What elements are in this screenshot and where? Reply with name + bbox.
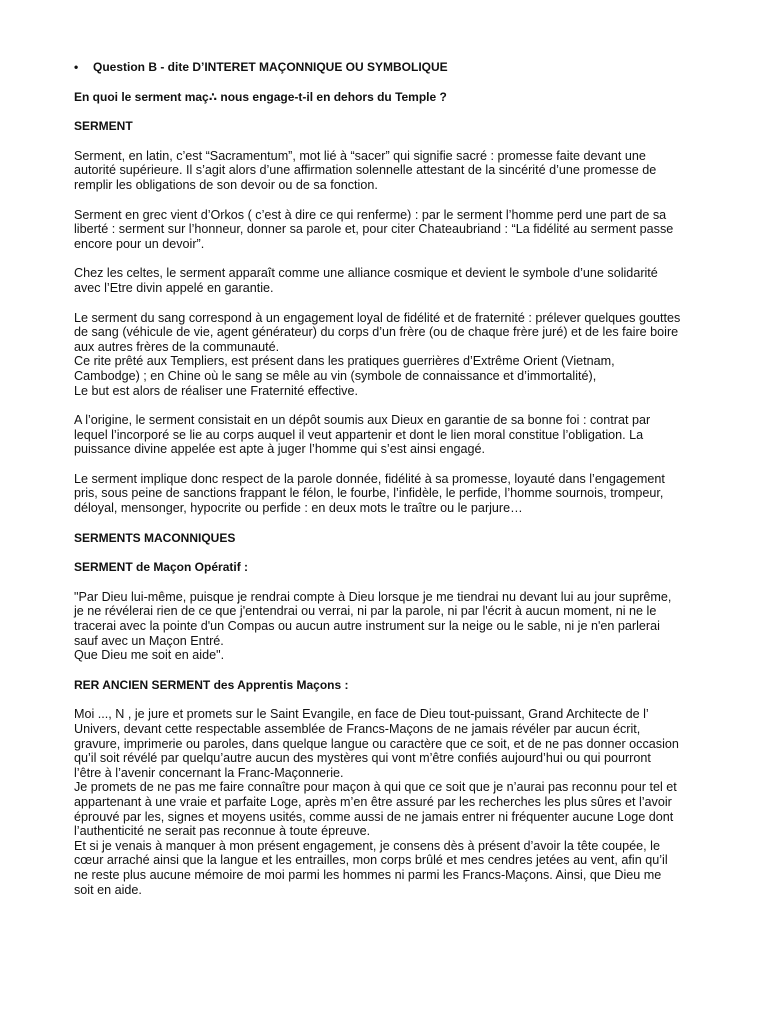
- paragraph: [74, 266, 700, 295]
- text-line: Serment, en latin, c’est “Sacramentum”, mot lié à “sacer” qui signifie sacré : promesse faite devant une: [74, 148, 646, 163]
- text-line: je ne révélerai rien de ce que j'entendrai ou verrai, ni par la parole, ni par l'écrit à aucun moment, ni ne le: [74, 604, 657, 619]
- paragraph: [74, 149, 700, 193]
- paragraph: [74, 413, 700, 457]
- paragraph: [74, 311, 700, 399]
- text-line: "Par Dieu lui-même, puisque je rendrai compte à Dieu lorsque je me tiendrai nu devant lui au jour suprême,: [74, 589, 672, 604]
- bullet-icon: •: [74, 60, 79, 74]
- text-line: Cambodge) ; en Chine où le sang se mêle au vin (symbole de connaissance et d’immortalité),: [74, 368, 597, 383]
- text-line: Le but est alors de réaliser une Fraternité effective.: [74, 383, 358, 398]
- text-line: encore pour un devoir”.: [74, 236, 205, 251]
- text-line: remplir les obligations de son devoir ou de sa fonction.: [74, 177, 378, 192]
- text-line: Univers, devant cette respectable assemblée de Francs-Maçons de ne jamais révéler par aucun écrit,: [74, 722, 641, 736]
- text-line: pris, sous peine de sanctions frappant le félon, le fourbe, l’infidèle, le perfide, l’homme sournois, trompeur,: [74, 486, 664, 501]
- question-title: Question B - dite D’INTERET MAÇONNIQUE OU SYMBOLIQUE: [93, 60, 448, 74]
- text-line: appartenant à une vraie et parfaite Loge, après m’en être assuré par les recherches les plus sûres et l’avoir: [74, 794, 672, 809]
- document-page: [74, 60, 700, 912]
- text-line: Le serment du sang correspond à un engagement loyal de fidélité et de fraternité : prélever quelques gouttes: [74, 310, 681, 325]
- text-line: l’authenticité ne serait pas reconnue à toute épreuve.: [74, 824, 371, 839]
- text-line: de sang (véhicule de vie, agent générateur) du corps d’un frère (ou de chaque frère juré) et de les faire boire: [74, 325, 679, 340]
- text-line: l’être à l’avenir concernant la Franc-Maçonnerie.: [74, 765, 344, 780]
- section-heading-serment: SERMENT: [74, 119, 133, 134]
- text-line: Ce rite prêté aux Templiers, est présent dans les pratiques guerrières d’Extrême Orient (Vietnam,: [74, 354, 615, 369]
- paragraph: [74, 208, 700, 252]
- paragraph: [74, 707, 700, 897]
- paragraph: [74, 472, 700, 516]
- section-serment-body: [74, 149, 700, 516]
- text-line: Serment en grec vient d’Orkos ( c’est à dire ce qui renferme) : par le serment l’homme perd une part de sa: [74, 207, 667, 222]
- text-line: puissance divine appelée est apte à juger l’homme qui s’est ainsi engagé.: [74, 442, 485, 457]
- text-line: Je promets de ne pas me faire connaître pour maçon à qui que ce soit que je n’aurai pas reconnu pour tel et: [74, 780, 677, 795]
- text-line: soit en aide.: [74, 882, 142, 897]
- text-line: lequel l’incorporé se lie au corps auquel il veut appartenir et dont le lien moral constitue l’obligation. La: [74, 427, 644, 442]
- question-heading: [74, 60, 700, 75]
- text-line: gravure, imprimerie ou paroles, dans quelque langue ou caractère que ce soit, et de ne pas donner occasion: [74, 736, 679, 751]
- text-line: autorité supérieure. Il s’agit alors d’une affirmation solennelle attestant de la sincérité d’une promesse de: [74, 163, 657, 178]
- section-heading-macon-operatif: SERMENT de Maçon Opératif :: [74, 560, 249, 575]
- text-line: Moi ..., N , je jure et promets sur le Saint Evangile, en face de Dieu tout-puissant, Grand Architecte de l’: [74, 707, 649, 722]
- text-line: tracerai avec la pointe d'un Compas ou aucun autre instrument sur la neige ou le sable, ni je n'en parlerai: [74, 619, 660, 634]
- text-line: cœur arraché ainsi que la langue et les entrailles, mon corps brûlé et mes cendres jetées au vent, afin qu’il: [74, 853, 668, 868]
- text-line: avec l’Etre divin appelé en garantie.: [74, 280, 274, 295]
- text-line: Le serment implique donc respect de la parole donnée, fidélité à sa promesse, loyauté dans l’engagement: [74, 471, 665, 486]
- text-line: Chez les celtes, le serment apparaît comme une alliance cosmique et devient le symbole d’une solidarité: [74, 266, 658, 281]
- section-heading-serments-maconniques: SERMENTS MACONNIQUES: [74, 530, 236, 545]
- text-line: A l’origine, le serment consistait en un dépôt soumis aux Dieux en garantie de sa bonne foi : contrat par: [74, 413, 651, 428]
- text-line: déloyal, mensonger, hypocrite ou perfide : en deux mots le traître ou le parjure…: [74, 501, 523, 516]
- paragraph: [74, 590, 700, 663]
- section-heading-ancien-serment: RER ANCIEN SERMENT des Apprentis Maçons :: [74, 677, 349, 692]
- text-line: aux autres frères de la communauté.: [74, 339, 280, 354]
- text-line: ne reste plus aucune mémoire de moi parmi les hommes ni parmi les Francs-Maçons. Ainsi, que Dieu me: [74, 867, 662, 882]
- text-line: liberté : serment sur l’honneur, donner sa parole et, pour citer Chateaubriand : “La fidélité au serment passe: [74, 222, 674, 237]
- subtitle: En quoi le serment maç∴ nous engage-t-il en dehors du Temple ?: [74, 89, 447, 104]
- text-line: éprouvé par les, signes et moyens usités, comme aussi de ne jamais entrer ni fréquenter aucune Loge dont: [74, 809, 674, 824]
- text-line: qu’il soit révélé par quelqu’autre aucun des mystères qui vont m’être confiés aujourd’hui ou qui pourront: [74, 751, 651, 766]
- text-line: Et si je venais à manquer à mon présent engagement, je consens dès à présent d’avoir la tête coupée, le: [74, 838, 660, 853]
- text-line: Que Dieu me soit en aide".: [74, 648, 225, 663]
- text-line: sauf avec un Maçon Entré.: [74, 633, 224, 648]
